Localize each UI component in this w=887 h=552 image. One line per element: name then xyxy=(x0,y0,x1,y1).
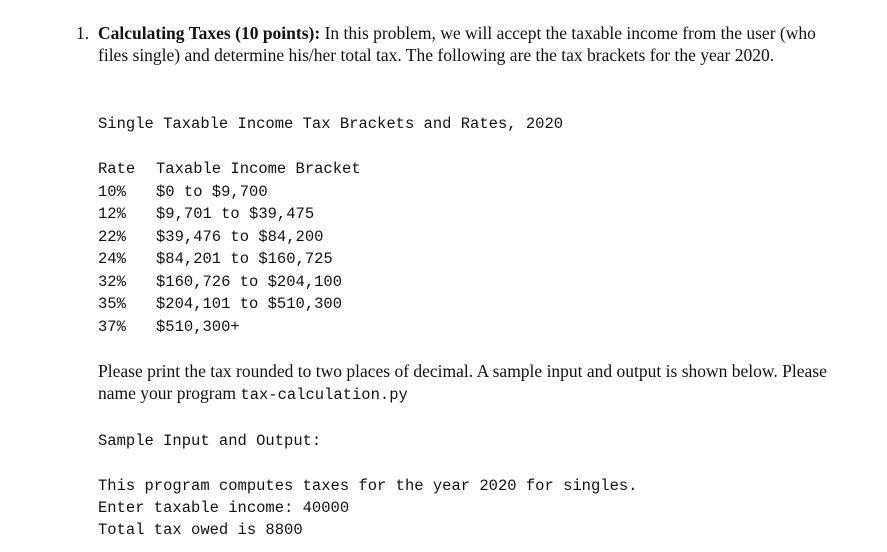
bracket-cell: $204,101 to $510,300 xyxy=(156,295,343,313)
problem-number: 1. xyxy=(76,23,90,43)
bracket-cell: $510,300+ xyxy=(156,317,240,336)
sample-output-line: Total tax owed is 8800 xyxy=(98,521,303,539)
bracket-cell: $160,726 to $204,100 xyxy=(156,272,343,291)
table-row xyxy=(98,181,361,204)
table-header-row xyxy=(98,158,361,181)
bracket-cell: $9,701 to $39,475 xyxy=(156,205,315,223)
table-row xyxy=(98,293,361,316)
table-title: Single Taxable Income Tax Brackets and Rates, 2020 xyxy=(98,115,564,133)
tax-bracket-table xyxy=(98,158,361,338)
bracket-cell: $39,476 to $84,200 xyxy=(156,227,324,246)
table-row xyxy=(98,248,361,271)
problem-intro xyxy=(98,22,838,66)
rate-cell: 35% xyxy=(98,295,126,313)
table-row xyxy=(98,226,361,249)
bracket-cell: $84,201 to $160,725 xyxy=(156,250,333,268)
table-row xyxy=(98,316,361,339)
rate-cell: 24% xyxy=(98,250,126,268)
sample-title: Sample Input and Output: xyxy=(98,432,322,450)
problem-heading: Calculating Taxes (10 points): xyxy=(98,23,321,43)
sample-output-line: Enter taxable income: 40000 xyxy=(98,499,350,517)
rate-cell: 12% xyxy=(98,205,126,223)
rate-cell: 10% xyxy=(98,182,126,201)
table-row xyxy=(98,203,361,226)
problem-intro-text: In this problem, we will accept the taxable income from the user (who files single) and determine his/her total tax. The following are the tax brackets for the year 2020. xyxy=(98,23,816,65)
instructions-text: Please print the tax rounded to two places of decimal. A sample input and output is shown below. Please name your program xyxy=(98,361,827,403)
rate-cell: 32% xyxy=(98,272,126,291)
sample-output-line: This program computes taxes for the year 2020 for singles. xyxy=(98,477,638,495)
bracket-cell: $0 to $9,700 xyxy=(156,182,268,201)
table-row xyxy=(98,271,361,294)
rate-cell: 22% xyxy=(98,227,126,246)
header-bracket: Taxable Income Bracket xyxy=(156,160,361,178)
header-rate: Rate xyxy=(98,160,136,178)
instructions xyxy=(98,360,838,406)
rate-cell: 37% xyxy=(98,317,126,336)
program-filename: tax-calculation.py xyxy=(240,386,408,404)
